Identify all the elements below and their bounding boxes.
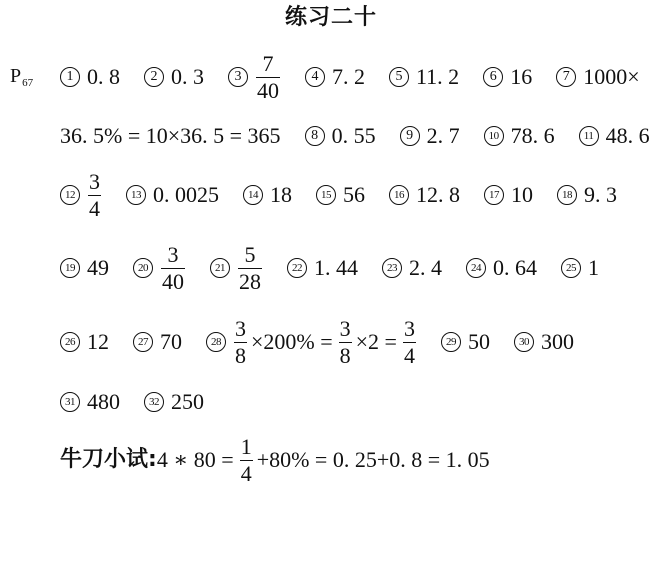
answer-value xyxy=(87,257,109,279)
answer-row xyxy=(60,317,574,367)
question-number-26: 26 xyxy=(60,332,80,352)
answer-value xyxy=(588,257,599,279)
fraction-denominator: 40 xyxy=(162,268,184,294)
expression-text: 4 ∗ 80 = xyxy=(156,447,234,472)
fraction-denominator: 4 xyxy=(403,342,415,368)
fraction-denominator: 28 xyxy=(239,268,261,294)
page-reference xyxy=(10,64,33,91)
question-number-12: 12 xyxy=(60,185,80,205)
answer-value xyxy=(409,257,442,279)
answer-row xyxy=(60,243,599,293)
answer-value xyxy=(314,257,358,279)
expression-text: 48. 6 xyxy=(605,123,650,148)
answer-value xyxy=(541,331,574,353)
answer-value xyxy=(87,66,120,88)
answer-15 xyxy=(316,184,365,206)
answer-value xyxy=(606,125,650,147)
question-number-30: 30 xyxy=(514,332,534,352)
answer-continuation xyxy=(60,125,281,147)
answer-value xyxy=(584,184,617,206)
answer-31 xyxy=(60,391,120,413)
answer-value xyxy=(171,391,204,413)
question-number-21: 21 xyxy=(210,258,230,278)
expression-text: 50 xyxy=(467,329,490,354)
trial-expression xyxy=(156,433,490,486)
answer-11 xyxy=(579,125,650,147)
answer-value xyxy=(153,184,219,206)
fraction-denominator: 4 xyxy=(89,195,100,221)
expression-text: 0. 8 xyxy=(87,64,120,89)
answer-3 xyxy=(228,50,281,103)
page-title: 练习二十 xyxy=(284,5,377,30)
question-number-13: 13 xyxy=(126,185,146,205)
expression-text: 7. 2 xyxy=(332,64,365,89)
answer-value xyxy=(60,125,281,147)
answer-6 xyxy=(483,66,532,88)
fraction-denominator: 8 xyxy=(235,342,246,368)
answer-17 xyxy=(484,184,533,206)
question-number-9: 9 xyxy=(400,126,420,146)
expression-text: 36. 5% = 10×36. 5 = 365 xyxy=(60,123,281,148)
answer-value xyxy=(233,315,417,368)
answer-value xyxy=(270,184,292,206)
answer-8 xyxy=(305,125,376,147)
question-number-11: 11 xyxy=(579,126,599,146)
question-number-3: 3 xyxy=(228,67,248,87)
expression-text: 1 xyxy=(588,255,599,280)
answer-32 xyxy=(144,391,204,413)
answer-value xyxy=(87,331,109,353)
answer-7 xyxy=(556,66,639,88)
answer-value xyxy=(468,331,490,353)
expression-text: 12 xyxy=(87,329,109,354)
expression-text: 56 xyxy=(343,182,365,207)
answer-value xyxy=(171,66,204,88)
answer-29 xyxy=(441,331,490,353)
fraction-numerator: 7 xyxy=(262,50,274,76)
expression-text: 0. 55 xyxy=(331,123,376,148)
answer-value xyxy=(237,241,263,294)
answer-26 xyxy=(60,331,109,353)
fraction xyxy=(88,168,101,221)
question-number-32: 32 xyxy=(144,392,164,412)
fraction-denominator: 40 xyxy=(257,77,279,103)
answer-25 xyxy=(561,257,599,279)
answer-22 xyxy=(287,257,358,279)
fraction xyxy=(240,433,253,486)
question-number-14: 14 xyxy=(243,185,263,205)
page-number-subscript: 67 xyxy=(22,77,34,89)
answer-27 xyxy=(133,331,182,353)
question-number-24: 24 xyxy=(466,258,486,278)
answer-16 xyxy=(389,184,460,206)
expression-text: 18 xyxy=(270,182,292,207)
answer-19 xyxy=(60,257,109,279)
answer-value xyxy=(160,331,182,353)
answer-13 xyxy=(126,184,219,206)
trial-section xyxy=(60,435,490,485)
question-number-4: 4 xyxy=(305,67,325,87)
question-number-2: 2 xyxy=(144,67,164,87)
question-number-25: 25 xyxy=(561,258,581,278)
answer-value xyxy=(255,50,281,103)
answer-value xyxy=(427,125,460,147)
answer-row xyxy=(60,170,617,220)
question-number-31: 31 xyxy=(60,392,80,412)
answer-value xyxy=(583,66,639,88)
fraction-denominator: 8 xyxy=(339,342,351,368)
fraction xyxy=(234,315,247,368)
answer-4 xyxy=(305,66,365,88)
expression-text: 10 xyxy=(511,182,533,207)
question-number-8: 8 xyxy=(305,126,325,146)
fraction-numerator: 5 xyxy=(244,241,256,267)
question-number-28: 28 xyxy=(206,332,226,352)
question-number-19: 19 xyxy=(60,258,80,278)
answer-9 xyxy=(400,125,460,147)
answer-24 xyxy=(466,257,537,279)
expression-text: 0. 0025 xyxy=(153,182,219,207)
answer-30 xyxy=(514,331,574,353)
question-number-1: 1 xyxy=(60,67,80,87)
expression-text: +80% = 0. 25+0. 8 = 1. 05 xyxy=(256,447,490,472)
answer-18 xyxy=(557,184,617,206)
fraction xyxy=(161,241,185,294)
question-number-22: 22 xyxy=(287,258,307,278)
expression-text: 1. 44 xyxy=(314,255,358,280)
question-number-29: 29 xyxy=(441,332,461,352)
question-number-27: 27 xyxy=(133,332,153,352)
expression-text: 300 xyxy=(540,329,574,354)
answer-value xyxy=(416,184,460,206)
question-number-7: 7 xyxy=(556,67,576,87)
answer-value xyxy=(160,241,186,294)
answer-value xyxy=(332,125,376,147)
answer-value xyxy=(343,184,365,206)
fraction xyxy=(256,50,280,103)
page-letter: P xyxy=(10,65,22,87)
question-number-6: 6 xyxy=(483,67,503,87)
answer-23 xyxy=(382,257,442,279)
expression-text: 16 xyxy=(510,64,533,89)
expression-text: 12. 8 xyxy=(416,182,460,207)
fraction xyxy=(339,315,352,368)
fraction xyxy=(238,241,262,294)
answer-value xyxy=(332,66,365,88)
question-number-17: 17 xyxy=(484,185,504,205)
answer-value xyxy=(511,184,533,206)
answer-5 xyxy=(389,66,459,88)
answer-2 xyxy=(144,66,204,88)
expression-text: 2. 7 xyxy=(426,123,460,148)
question-number-18: 18 xyxy=(557,185,577,205)
answer-14 xyxy=(243,184,292,206)
fraction-numerator: 1 xyxy=(240,433,252,459)
expression-text: 78. 6 xyxy=(510,123,555,148)
answer-value xyxy=(416,66,459,88)
question-number-23: 23 xyxy=(382,258,402,278)
expression-text: ×2 = xyxy=(355,329,397,354)
answer-value xyxy=(511,125,555,147)
fraction-numerator: 3 xyxy=(89,168,100,194)
expression-text: 250 xyxy=(171,389,204,414)
answer-1 xyxy=(60,66,120,88)
question-number-5: 5 xyxy=(389,67,409,87)
expression-text: 49 xyxy=(87,255,109,280)
expression-text: 9. 3 xyxy=(584,182,617,207)
question-number-16: 16 xyxy=(389,185,409,205)
expression-text: ×200% = xyxy=(251,329,333,354)
answer-value xyxy=(87,168,102,221)
trial-label: 牛刀小试: xyxy=(60,447,157,472)
expression-text: 480 xyxy=(87,389,120,414)
answer-20 xyxy=(133,241,186,294)
question-number-10: 10 xyxy=(484,126,504,146)
fraction-numerator: 3 xyxy=(235,315,246,341)
fraction-numerator: 3 xyxy=(339,315,351,341)
answer-row xyxy=(60,377,204,427)
question-number-20: 20 xyxy=(133,258,153,278)
answer-21 xyxy=(210,241,263,294)
fraction-denominator: 4 xyxy=(240,460,252,486)
answer-value xyxy=(87,391,120,413)
fraction-numerator: 3 xyxy=(403,315,415,341)
fraction-numerator: 3 xyxy=(167,241,179,267)
answer-value xyxy=(510,66,532,88)
expression-text: 0. 64 xyxy=(493,255,537,280)
answer-row xyxy=(60,111,650,161)
question-number-15: 15 xyxy=(316,185,336,205)
expression-text: 1000× xyxy=(583,64,640,89)
expression-text: 0. 3 xyxy=(171,64,204,89)
answer-28 xyxy=(206,315,417,368)
answer-10 xyxy=(484,125,555,147)
answer-row xyxy=(60,52,640,102)
answer-value xyxy=(493,257,537,279)
expression-text: 11. 2 xyxy=(416,64,460,89)
expression-text: 2. 4 xyxy=(409,255,442,280)
fraction xyxy=(403,315,416,368)
answer-12 xyxy=(60,168,102,221)
expression-text: 70 xyxy=(160,329,182,354)
